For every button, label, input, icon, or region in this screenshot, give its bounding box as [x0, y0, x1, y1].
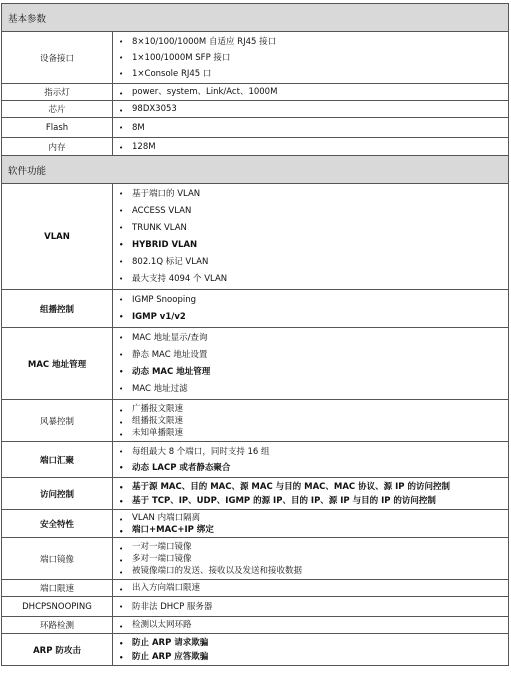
value-list: [113, 330, 508, 398]
value-list: [113, 512, 508, 536]
value-list: [113, 292, 508, 326]
value-list-item: • 端口+MAC+IP 绑定: [113, 524, 508, 536]
value-list-item: • 最大支持 4094 个 VLAN: [113, 271, 508, 288]
row-values: [113, 184, 509, 290]
value-list-item: • 动态 MAC 地址管理: [113, 364, 508, 381]
software_rows-row: [2, 597, 509, 617]
software_rows-row: [2, 617, 509, 634]
row-label: 组播控制: [2, 290, 113, 328]
software_rows-row: [2, 510, 509, 538]
value-list-item: • 1×Console RJ45 口: [113, 66, 508, 82]
value-list-item: • VLAN 内端口隔离: [113, 512, 508, 524]
software_rows-row: [2, 184, 509, 290]
software_rows-row: [2, 634, 509, 666]
row-label: 环路检测: [2, 617, 113, 634]
value-list-item: • 静态 MAC 地址设置: [113, 347, 508, 364]
value-list-item: • 802.1Q 标记 VLAN: [113, 254, 508, 271]
row-values: [113, 634, 509, 666]
value-list-item: • power、system、Link/Act、1000M: [113, 86, 508, 99]
software_rows-row: [2, 478, 509, 510]
row-label: 端口限速: [2, 580, 113, 597]
row-values: [113, 617, 509, 634]
row-label: 访问控制: [2, 478, 113, 510]
row-values: [113, 118, 509, 138]
value-list-item: • 动态 LACP 或者静态聚合: [113, 460, 508, 476]
value-list: [113, 619, 508, 632]
value-list: [113, 140, 508, 154]
basic_rows-row: [2, 101, 509, 118]
spec-table: [1, 3, 509, 666]
value-list-item: • 98DX3053: [113, 103, 508, 116]
value-list-item: • 被镜像端口的发送、接收以及发送和接收数据: [113, 565, 508, 577]
value-list-item: • 检测以太网环路: [113, 619, 508, 632]
value-list-item: • 8×10/100/1000M 自适应 RJ45 接口: [113, 34, 508, 50]
row-values: [113, 400, 509, 442]
value-list-item: • IGMP Snooping: [113, 292, 508, 309]
basic_rows-row: [2, 32, 509, 84]
basic_rows-row: [2, 84, 509, 101]
row-label: 芯片: [2, 101, 113, 118]
row-label: 端口汇聚: [2, 442, 113, 478]
software_rows-row: [2, 442, 509, 478]
value-list-item: • 每组最大 8 个端口，同时支持 16 组: [113, 444, 508, 460]
value-list: [113, 599, 508, 615]
basic_rows-row: [2, 118, 509, 138]
value-list: [113, 541, 508, 577]
value-list-item: • 广播报文限速: [113, 403, 508, 415]
row-values: [113, 442, 509, 478]
software_rows-row: [2, 328, 509, 400]
row-values: [113, 538, 509, 580]
row-values: [113, 597, 509, 617]
row-label: VLAN: [2, 184, 113, 290]
software_rows-row: [2, 538, 509, 580]
software_rows-row: [2, 290, 509, 328]
value-list-item: • 基于 TCP、IP、UDP、IGMP 的源 IP、目的 IP、源 IP 与目的 IP 的访问控制: [113, 494, 508, 508]
section-row-basic: [2, 4, 509, 32]
value-list-item: • 128M: [113, 140, 508, 154]
value-list: [113, 480, 508, 508]
row-label: ARP 防攻击: [2, 634, 113, 666]
value-list-item: • 多对一端口镜像: [113, 553, 508, 565]
value-list-item: • 防止 ARP 请求欺骗: [113, 636, 508, 650]
row-label: 端口镜像: [2, 538, 113, 580]
value-list-item: • ACCESS VLAN: [113, 203, 508, 220]
row-values: [113, 478, 509, 510]
value-list: [113, 636, 508, 664]
row-label: 指示灯: [2, 84, 113, 101]
row-values: [113, 290, 509, 328]
value-list-item: • MAC 地址过滤: [113, 381, 508, 398]
row-values: [113, 84, 509, 101]
section-header-basic: 基本参数: [2, 4, 509, 32]
value-list-item: • 8M: [113, 120, 508, 136]
section-row-software: [2, 156, 509, 184]
value-list: [113, 103, 508, 116]
row-label: 安全特性: [2, 510, 113, 538]
value-list: [113, 34, 508, 82]
row-values: [113, 580, 509, 597]
value-list: [113, 86, 508, 99]
value-list-item: • 组播报文限速: [113, 415, 508, 427]
value-list-item: • 1×100/1000M SFP 接口: [113, 50, 508, 66]
value-list-item: • 出入方向端口限速: [113, 582, 508, 595]
basic_rows-row: [2, 138, 509, 156]
row-values: [113, 328, 509, 400]
row-label: 风暴控制: [2, 400, 113, 442]
row-values: [113, 510, 509, 538]
value-list-item: • HYBRID VLAN: [113, 237, 508, 254]
value-list-item: • 未知单播限速: [113, 427, 508, 439]
row-label: Flash: [2, 118, 113, 138]
row-values: [113, 101, 509, 118]
value-list: [113, 444, 508, 476]
value-list-item: • 一对一端口镜像: [113, 541, 508, 553]
value-list-item: • MAC 地址显示/查询: [113, 330, 508, 347]
row-label: 内存: [2, 138, 113, 156]
row-label: DHCPSNOOPING: [2, 597, 113, 617]
spec-table-body: [2, 4, 509, 666]
row-values: [113, 138, 509, 156]
value-list: [113, 403, 508, 439]
value-list-item: • 防非法 DHCP 服务器: [113, 599, 508, 615]
value-list-item: • TRUNK VLAN: [113, 220, 508, 237]
value-list-item: • 基于源 MAC、目的 MAC、源 MAC 与目的 MAC、MAC 协议、源 IP 的访问控制: [113, 480, 508, 494]
value-list-item: • 防止 ARP 应答欺骗: [113, 650, 508, 664]
software_rows-row: [2, 400, 509, 442]
row-values: [113, 32, 509, 84]
value-list: [113, 120, 508, 136]
value-list: [113, 582, 508, 595]
software_rows-row: [2, 580, 509, 597]
row-label: 设备接口: [2, 32, 113, 84]
value-list-item: • IGMP v1/v2: [113, 309, 508, 326]
row-label: MAC 地址管理: [2, 328, 113, 400]
value-list-item: • 基于端口的 VLAN: [113, 186, 508, 203]
section-header-software: 软件功能: [2, 156, 509, 184]
value-list: [113, 186, 508, 288]
